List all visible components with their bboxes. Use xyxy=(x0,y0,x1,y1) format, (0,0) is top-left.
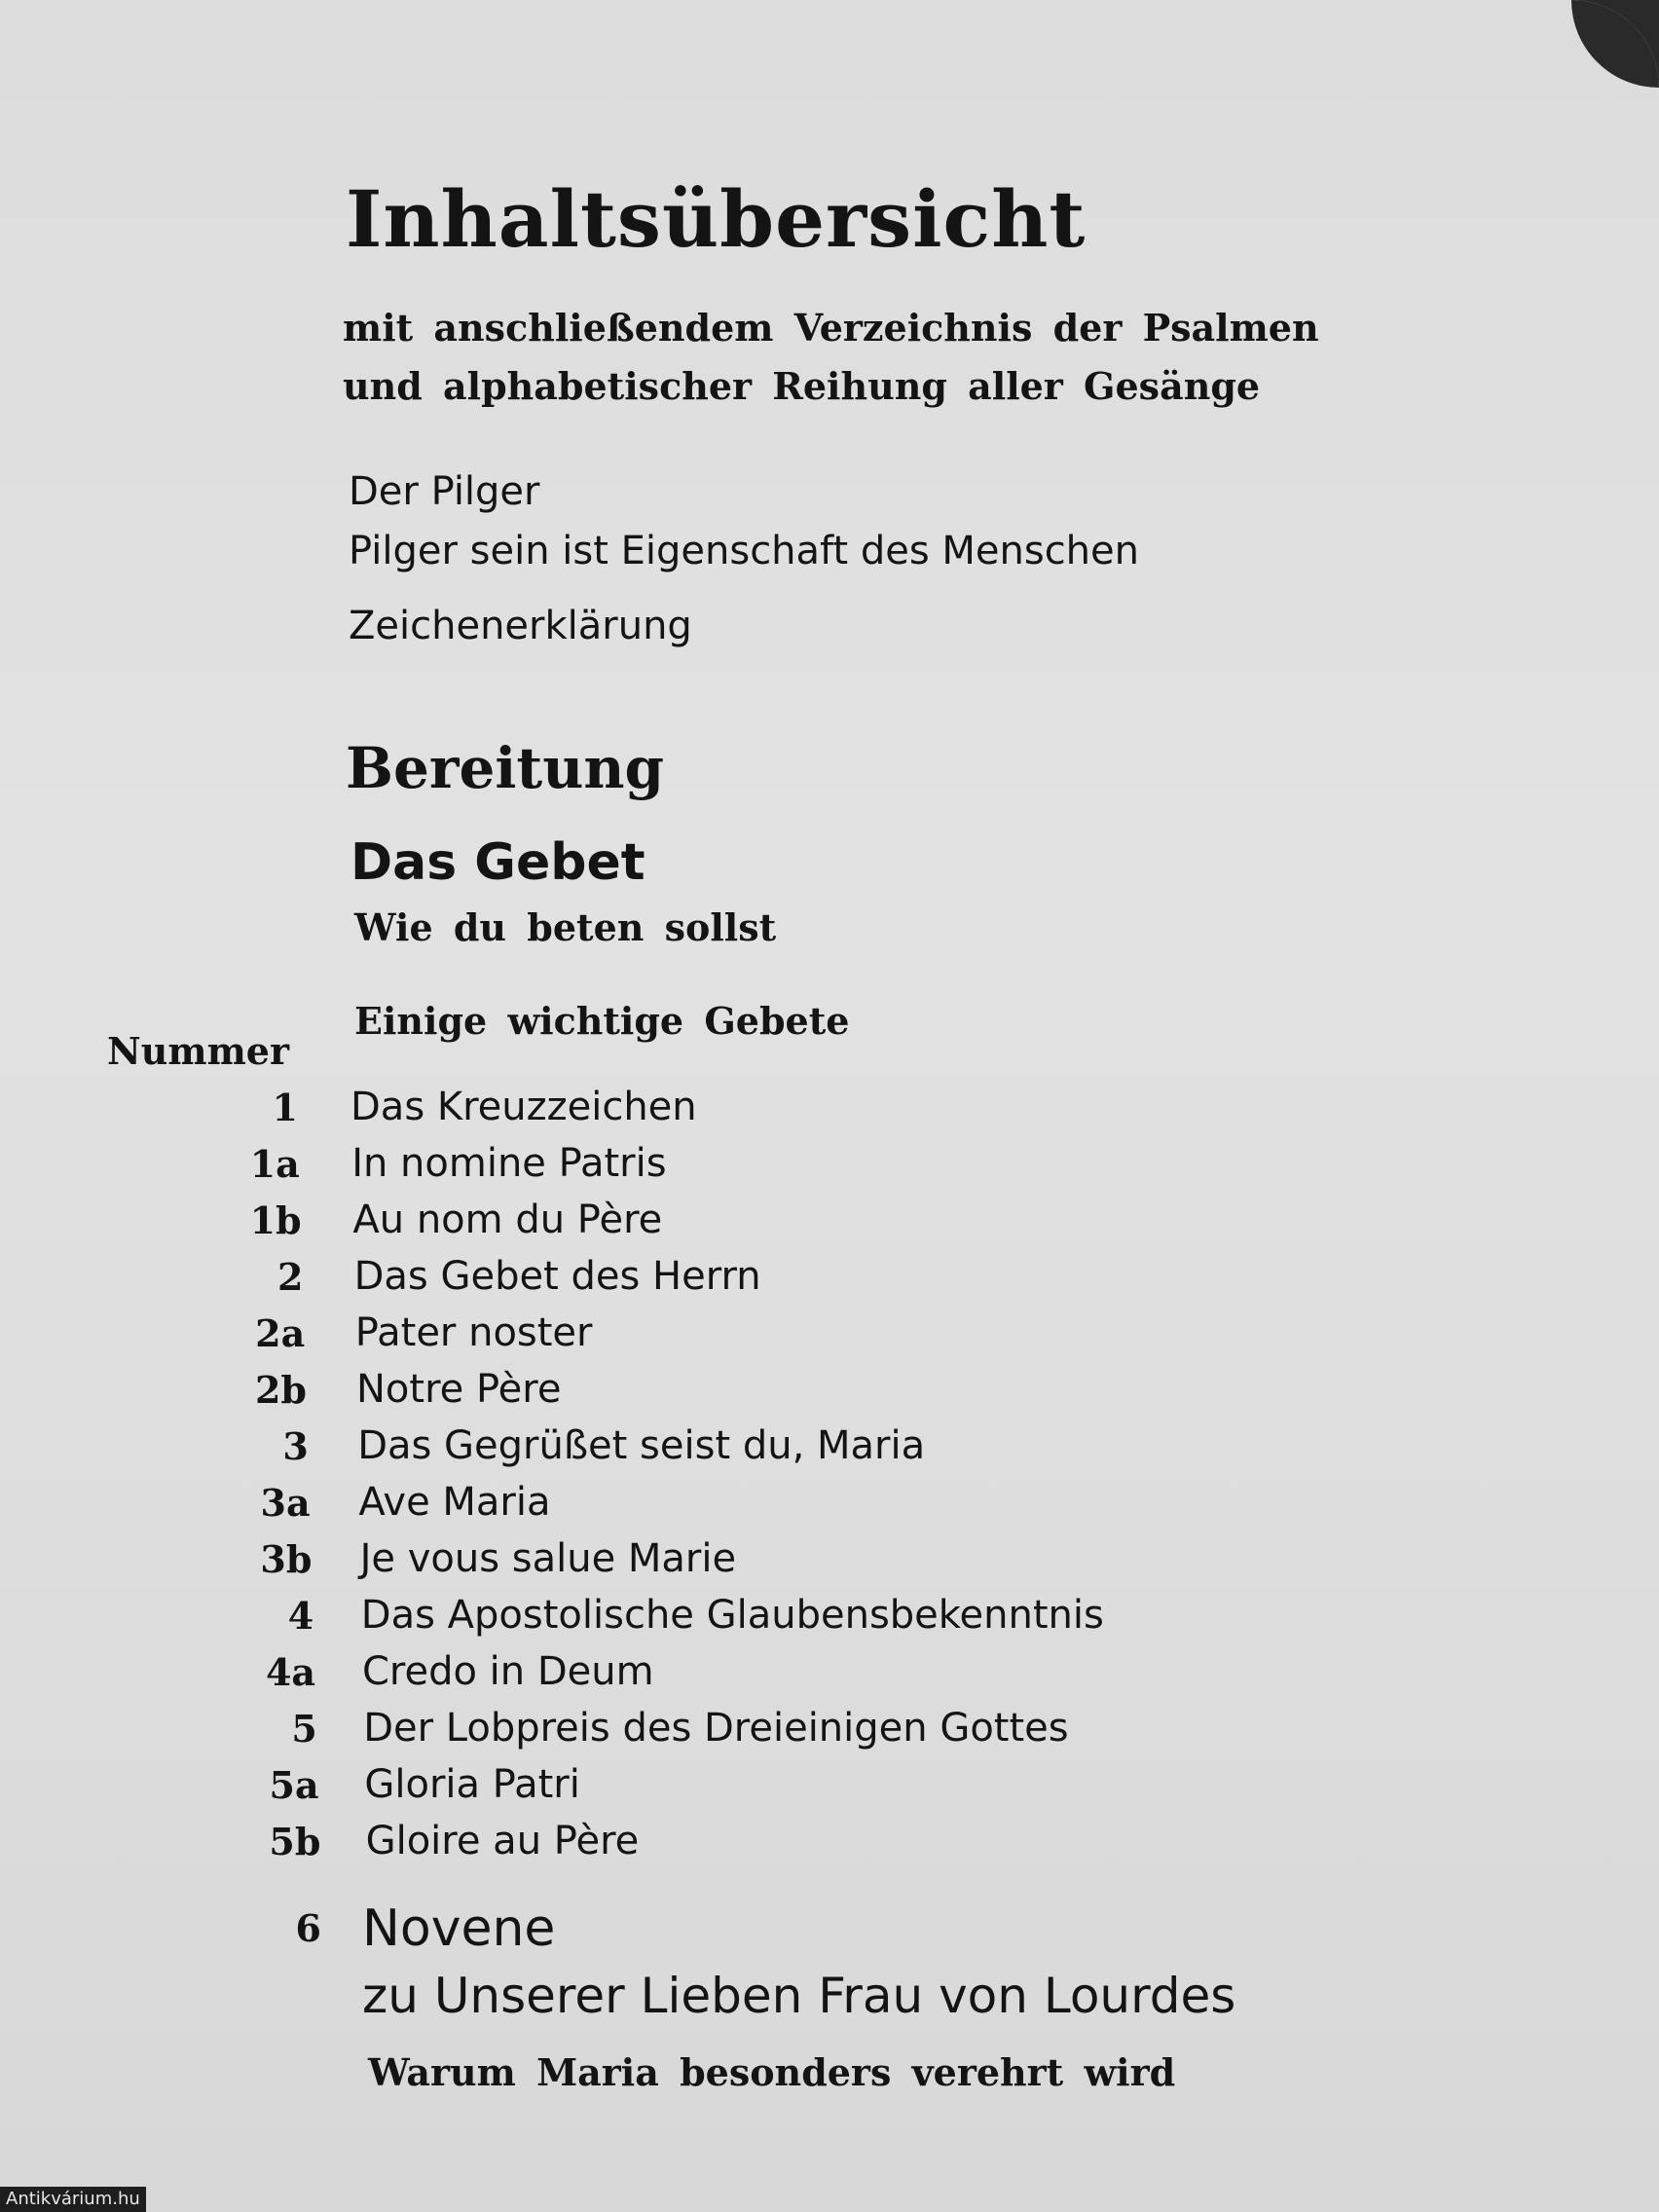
novene-subtitle: zu Unserer Lieben Frau von Lourdes xyxy=(362,1968,1236,2024)
entry-title: Der Lobpreis des Dreieinigen Gottes xyxy=(363,1706,1069,1751)
page-title: Inhaltsübersicht xyxy=(346,173,1087,265)
entry-title: Je vous salue Marie xyxy=(359,1536,737,1581)
entry-number: 3a xyxy=(260,1481,311,1525)
novene-subtitle-2: Warum Maria besonders verehrt wird xyxy=(368,2050,1176,2094)
entry-number: 1 xyxy=(272,1086,298,1129)
subtitle-line-2: und alphabetischer Reihung aller Gesänge xyxy=(343,364,1261,408)
entry-title: In nomine Patris xyxy=(351,1141,667,1186)
watermark: Antikvárium.hu xyxy=(0,2187,146,2212)
group-heading: Einige wichtige Gebete xyxy=(354,999,850,1043)
entry-number: 2 xyxy=(276,1255,304,1299)
entry-title: Das Kreuzzeichen xyxy=(350,1085,697,1129)
entry-number: 5a xyxy=(269,1763,319,1807)
page-corner xyxy=(1571,0,1659,88)
front-matter-item: Pilger sein ist Eigenschaft des Menschen xyxy=(349,529,1139,573)
entry-title: Das Gegrüßet seist du, Maria xyxy=(357,1423,926,1468)
entry-title: Das Gebet des Herrn xyxy=(353,1254,761,1299)
entry-number: 1a xyxy=(249,1142,300,1186)
entry-number: 6 xyxy=(295,1906,321,1950)
entry-number: 2b xyxy=(254,1368,307,1412)
front-matter-item: Zeichenerklärung xyxy=(349,604,692,648)
column-header: Nummer xyxy=(107,1029,289,1073)
front-matter-item: Der Pilger xyxy=(349,469,540,514)
subtitle-line-1: mit anschließendem Verzeichnis der Psalmen xyxy=(343,306,1319,350)
novene-title: Novene xyxy=(362,1899,556,1958)
entry-title: Notre Père xyxy=(356,1367,562,1412)
entry-title: Credo in Deum xyxy=(362,1649,654,1694)
entry-number: 4a xyxy=(265,1650,315,1694)
subsection-title: Das Gebet xyxy=(350,833,645,892)
subsection-subtitle: Wie du beten sollst xyxy=(354,905,777,949)
entry-number: 2a xyxy=(255,1311,306,1355)
entry-number: 3b xyxy=(260,1537,313,1581)
entry-number: 3 xyxy=(282,1424,309,1468)
entry-title: Das Apostolische Glaubensbekenntnis xyxy=(360,1593,1104,1638)
entry-number: 5b xyxy=(269,1820,321,1863)
entry-number: 4 xyxy=(287,1594,314,1638)
entry-title: Pater noster xyxy=(354,1310,593,1355)
entry-title: Ave Maria xyxy=(358,1480,551,1525)
entry-title: Au nom du Père xyxy=(352,1198,663,1242)
entry-number: 1b xyxy=(249,1198,302,1242)
section-title: Bereitung xyxy=(346,735,665,801)
entry-title: Gloria Patri xyxy=(364,1762,580,1807)
entry-number: 5 xyxy=(291,1707,317,1751)
entry-title: Gloire au Père xyxy=(365,1819,640,1863)
